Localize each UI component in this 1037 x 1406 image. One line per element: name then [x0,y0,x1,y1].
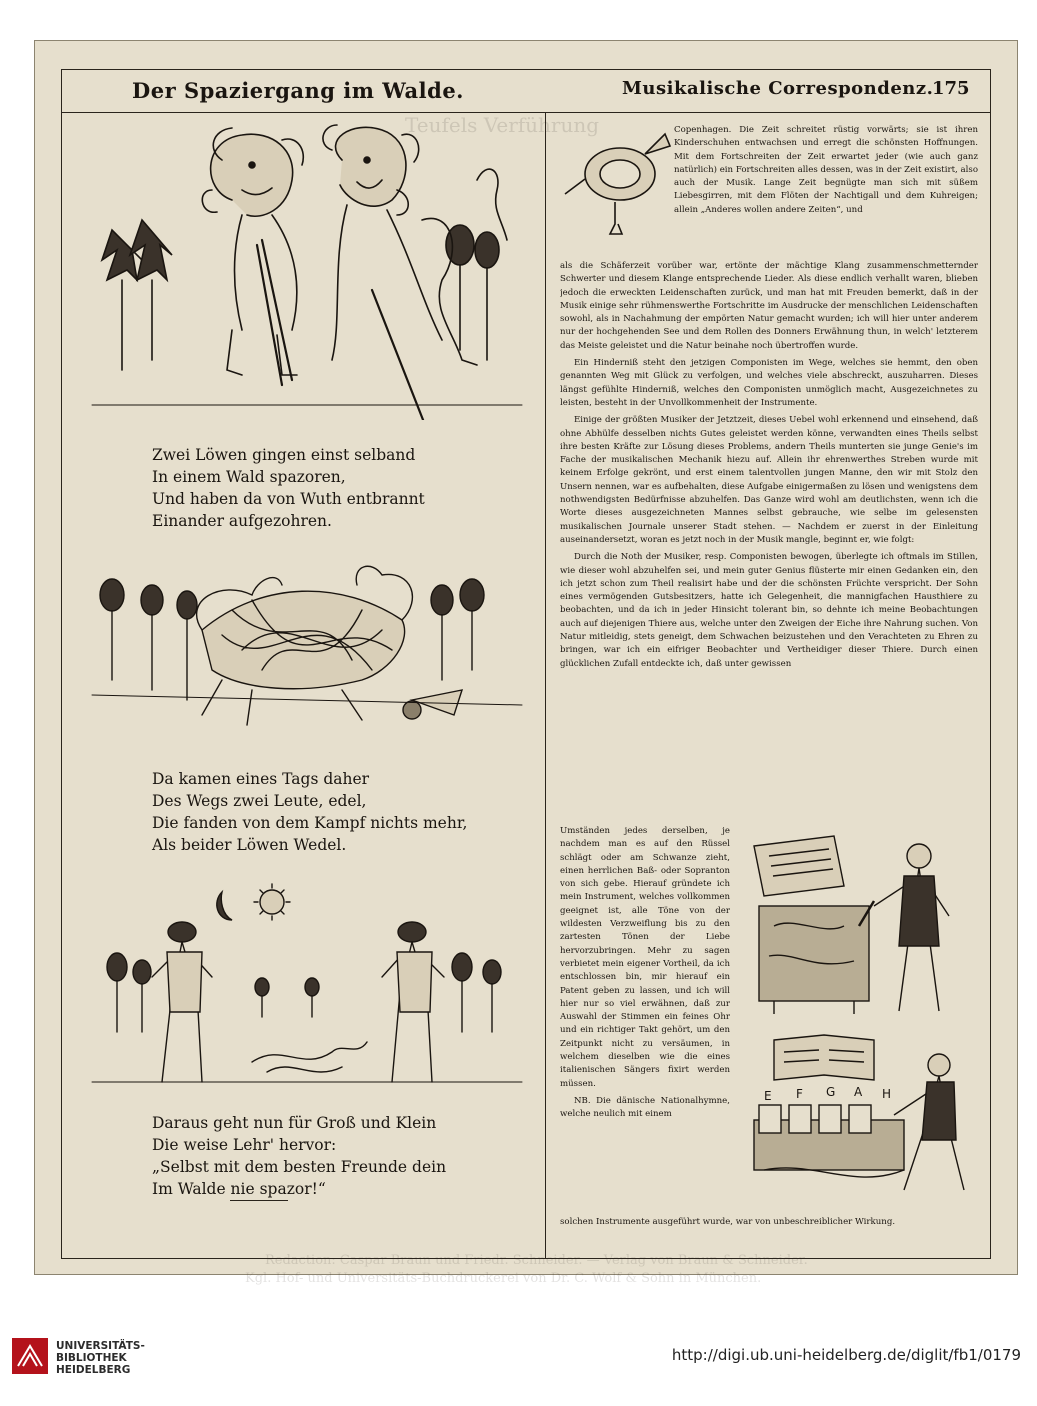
bleed-through-footer-2: Kgl. Hof- und Universitäts-Buchdruckerei von Dr. C. Wolf & Sohn in München. [245,1271,762,1286]
keyboard-player-illustration [734,1020,982,1200]
article-final-line [560,1216,978,1233]
poem-line: Im Walde nie spazor!“ [152,1180,326,1198]
library-name-line: BIBLIOTHEK [56,1352,127,1364]
article-body-full-width [560,260,978,675]
header-rule [62,112,990,113]
poem-stanza-1 [152,444,512,532]
bleed-through-footer-1: Redaction: Caspar Braun und Friedr. Schneider. — Verlag von Braun & Schneider. [265,1253,808,1268]
article-text: Umständen jedes derselben, je nachdem man es auf den Rüssel schlägt oder am Schwanze zieht, einen herrlichen Baß- oder Sopranton von sich gebe. Hierauf gründete ich mein Instrument, welches vollkommen geeignet ist, alle Töne von der wildesten Verzweiflung bis zu den zartesten Tönen der Liebe hervorzubringen. Mehr zu sagen verbietet mein eigener Vortheil, da ich entschlossen bin, mir hierauf ein Patent geben zu lassen, und ich will hier nur so viel erwähnen, daß zur Auswahl der Stimmen ein feines Ohr und ein richtiger Takt gehört, um den Zeitpunkt nicht zu versäumen, in welchem dieselben wie die eines italienischen Sängers fixirt werden müssen. [560,826,730,1089]
keyboard-letter: G [826,1085,836,1099]
article-text: Ein Hinderniß steht den jetzigen Componisten im Wege, welches sie hemmt, den oben genannten Weg mit Glück zu verfolgen, und welches viele abschreckt, auszuharren. Dieses längst gefühlte Hinderniß, welches den Componisten unmöglich macht, Ausgezeichnetes zu leisten, besteht in der Unvollkommenheit der Instrumente. [560,358,978,408]
poem-line: Da kamen eines Tags daher [152,770,370,788]
poem-stanza-2 [152,768,512,856]
article-text: Durch die Noth der Musiker, resp. Componisten bewogen, überlegte ich oftmals im Stillen, wie dieser wohl abzuhelfen sei, und mein guter Genius flüsterte mir einen Gedanken ein, den ich jetzt schon zum Theil realisirt habe und der die schönsten Früchte verspricht. Der Sohn eines vermögenden Gutsbesitzers, hatte ich Gelegenheit, die mannigfachen Hausthiere zu beobachten, und da ich in jeder Hinsicht tolerant bin, so dehnte ich meine Beobachtungen auch auf diejenigen Thiere aus, welche unter den Zweigen der Eiche ihre Nahrung suchen. Von Natur mitleidig, stets geneigt, dem Schwachen beizustehen und den Verachteten zu Ehren zu bringen, war ich ein eifriger Beobachter und Vertheidiger dieser Thiere. Durch einen glücklichen Zufall entdeckte ich, daß unter gewissen [560,552,978,669]
two-lions-illustration [82,120,532,420]
lion-right [323,125,507,420]
keyboard-letter: H [882,1087,892,1101]
moon-icon [217,892,232,920]
poem-line: Einander aufgezohren. [152,512,332,530]
library-name-line: HEIDELBERG [56,1364,131,1376]
keyboard-letter: E [764,1089,772,1103]
bleed-through-heading: Teufels Verführung [405,113,600,137]
post-horn-illustration [560,124,672,242]
column-rule [545,112,546,1258]
poem-line: „Selbst mit dem besten Freunde dein [152,1158,447,1176]
lion-left [202,128,303,385]
article-text: solchen Instrumente ausgeführt wurde, war von unbeschreiblicher Wirkung. [560,1217,896,1227]
poem-line: Die weise Lehr' hervor: [152,1136,337,1154]
newspaper-page [34,40,1018,1286]
article-text: NB. Die dänische Nationalhymne, welche neulich mit einem [560,1095,730,1120]
tree-icon [107,953,501,1032]
man-right [382,922,444,1082]
two-men-illustration [82,882,532,1097]
article-text: Einige der größten Musiker der Jetztzeit, dieses Uebel wohl erkennend und einsehend, daß ohne Abhülfe desselben nichts Gutes geleistet werden könne, verwandten eines Theils selbst ihre besten Kräfte zur Lösung dieses Problems, andern Theils munterten sie junge Genie's im Fache der musikalischen Mechanik hiezu auf. Allein ihr ehrenwerthes Streben wurde mit keinem Erfolge gekrönt, und erst einem talentvollen jungen Manne, den wir mit Stolz den Unsern nennen, war es aufbehalten, diese Aufgabe einigermaßen zu lösen und wenigstens dem nothwendigsten Bedürfnisse abzuhelfen. Das Ganze wird wohl am deutlichsten, wenn ich die Worte dieses ausgezeichneten Mannes selbst gebrauche, wie selbe im gelesensten musikalischen Journale unserer Stadt stehen. — Nachdem er zuerst in der Einleitung auseinandersetzt, woran es jetzt noch in der Musik mangle, beginnt er, wie folgt: [560,415,978,545]
poem-line: Als beider Löwen Wedel. [152,836,347,854]
poem-stanza-3 [152,1112,512,1200]
end-rule [230,1200,288,1201]
sun-icon [254,884,290,920]
poem-line: Daraus geht nun für Groß und Klein [152,1114,437,1132]
article-text: als die Schäferzeit vorüber war, ertönte der mächtige Klang zusammenschmetternder Schwerter und diesem Klange entsprechende Lieder. Als diese endlich verhallt waren, blieben jedoch die erweckten Leidenschaften zurück, und man hat mit Freuden bemerkt, daß in der Musik einige sehr rühmenswerthe Fortschritte im Ausdrucke der menschlichen Leidenschaften sowohl, als in Nachahmung der empörten Natur gemacht wurden; ich will hier unter anderem nur der hochgehenden See und dem Rollen des Donners Erwähnung thun, in welch' letzterem das Meiste geleistet und die Natur beinahe noch übertroffen wurde. [560,261,978,351]
page-title-right: Musikalische Correspondenz. [622,78,934,99]
keyboard-letter: F [796,1087,803,1101]
poem-line: Des Wegs zwei Leute, edel, [152,792,367,810]
tree-icon [102,220,172,370]
article-text: Copenhagen. Die Zeit schreitet rüstig vorwärts; sie ist ihren Kinderschuhen entwachsen und erregt die schönsten Hoffnungen. Mit dem Fortschreiten der Zeit erwartet jeder (wie auch ganz natürlich) ein Fortschreiten alles dessen, was in der Zeit existirt, also auch der Musik. Lange Zeit begnügte man sich mit süßem Liebesgirren, mit dem Flöten der Nachtigall und dem Kuhreigen; allein „Anderes wollen andere Zeiten“, und [674,125,978,215]
man-left [152,922,212,1082]
page-number: 175 [932,78,970,99]
organ-builder-illustration [734,826,982,1016]
poem-line: In einem Wald spazoren, [152,468,346,486]
permalink-url[interactable]: http://digi.ub.uni-heidelberg.de/diglit/fb1/0179 [671,1346,1021,1364]
page-frame [61,69,991,1259]
keyboard-letter: A [854,1085,863,1099]
library-name [56,1340,145,1376]
poem-line: Und haben da von Wuth entbrannt [152,490,425,508]
article-paragraph-1-lead [674,124,978,221]
university-library-logo-icon [12,1338,48,1374]
article-paragraph-narrow [560,825,730,1126]
poem-line: Die fanden von dem Kampf nichts mehr, [152,814,468,832]
library-name-line: UNIVERSITÄTS- [56,1340,145,1352]
lion-tails-illustration [82,540,532,750]
page-title-left: Der Spaziergang im Walde. [132,78,464,103]
footer-bar [0,1290,1037,1406]
poem-line: Zwei Löwen gingen einst selband [152,446,416,464]
